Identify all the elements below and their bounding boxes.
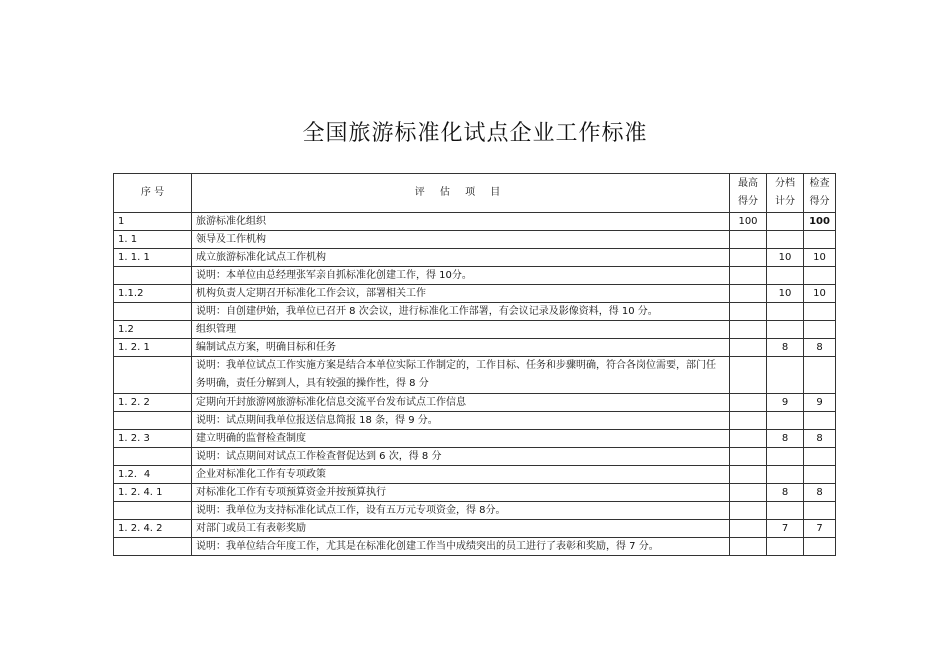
row-item: 组织管理 [192,321,730,339]
row-max-score [730,249,767,267]
row-max-score [730,484,767,502]
row-max-score [730,267,767,285]
table-row [114,412,836,430]
row-check-score: 10 [804,285,836,303]
row-seq: 1. 2. 1 [114,339,192,357]
table-row [114,502,836,520]
row-check-score: 10 [804,249,836,267]
row-max-score [730,466,767,484]
row-tier-score [767,502,804,520]
table-row [114,520,836,538]
row-check-score: 100 [804,213,836,231]
row-check-score [804,448,836,466]
table-row [114,267,836,285]
row-seq: 1. 1. 1 [114,249,192,267]
row-check-score: 9 [804,394,836,412]
header-check-score: 检查得分 [804,174,836,213]
row-tier-score [767,213,804,231]
row-tier-score [767,357,804,394]
row-tier-score [767,267,804,285]
row-seq: 1 [114,213,192,231]
table-row [114,213,836,231]
row-check-score [804,321,836,339]
row-item: 说明：自创建伊始，我单位已召开 8 次会议，进行标准化工作部署，有会议记录及影像资料，得 10 分。 [192,303,730,321]
table-row [114,303,836,321]
row-max-score [730,357,767,394]
table-row [114,357,836,394]
row-check-score [804,267,836,285]
row-check-score: 8 [804,430,836,448]
row-max-score [730,502,767,520]
header-item: 评 估 项 目 [192,174,730,213]
row-tier-score [767,303,804,321]
row-check-score [804,412,836,430]
row-seq [114,448,192,466]
row-tier-score: 8 [767,484,804,502]
row-tier-score [767,412,804,430]
row-max-score [730,448,767,466]
table-row [114,430,836,448]
row-seq: 1. 2. 4. 1 [114,484,192,502]
row-check-score: 7 [804,520,836,538]
row-item: 说明：我单位试点工作实施方案是结合本单位实际工作制定的，工作目标、任务和步骤明确，符合各岗位需要，部门任务明确，责任分解到人，具有较强的操作性，得 8 分 [192,357,730,394]
header-max-score: 最高得分 [730,174,767,213]
row-tier-score: 8 [767,430,804,448]
row-seq [114,502,192,520]
row-item: 对标准化工作有专项预算资金并按预算执行 [192,484,730,502]
document-title: 全国旅游标准化试点企业工作标准 [302,121,648,146]
row-tier-score [767,448,804,466]
row-tier-score: 10 [767,285,804,303]
table-row [114,448,836,466]
row-max-score [730,231,767,249]
row-item: 旅游标准化组织 [192,213,730,231]
row-max-score [730,430,767,448]
row-seq: 1. 2. 2 [114,394,192,412]
evaluation-table [113,173,836,556]
row-seq [114,538,192,556]
row-tier-score: 7 [767,520,804,538]
row-item: 说明：我单位为支持标准化试点工作，设有五万元专项资金，得 8分。 [192,502,730,520]
row-seq [114,267,192,285]
row-tier-score [767,231,804,249]
row-seq: 1. 2. 3 [114,430,192,448]
row-max-score [730,303,767,321]
row-check-score [804,466,836,484]
table-row [114,466,836,484]
row-check-score [804,538,836,556]
row-tier-score [767,321,804,339]
header-seq: 序 号 [114,174,192,213]
row-seq: 1.2 [114,321,192,339]
table-row [114,231,836,249]
row-item: 定期向开封旅游网旅游标准化信息交流平台发布试点工作信息 [192,394,730,412]
table-row [114,339,836,357]
row-tier-score [767,538,804,556]
row-seq [114,303,192,321]
table-row [114,249,836,267]
row-tier-score: 10 [767,249,804,267]
row-seq: 1. 2. 4. 2 [114,520,192,538]
row-seq: 1.1.2 [114,285,192,303]
row-seq [114,412,192,430]
row-max-score [730,285,767,303]
row-check-score [804,502,836,520]
row-item: 说明：试点期间对试点工作检查督促达到 6 次，得 8 分 [192,448,730,466]
table-header-row [114,174,836,213]
table-row [114,321,836,339]
row-check-score [804,357,836,394]
row-item: 建立明确的监督检查制度 [192,430,730,448]
row-seq [114,357,192,394]
row-item: 编制试点方案，明确目标和任务 [192,339,730,357]
row-check-score: 8 [804,339,836,357]
row-max-score [730,412,767,430]
table-row [114,394,836,412]
row-tier-score: 9 [767,394,804,412]
row-seq: 1.2．4 [114,466,192,484]
row-item: 领导及工作机构 [192,231,730,249]
row-item: 说明：试点期间我单位报送信息简报 18 条，得 9 分。 [192,412,730,430]
row-max-score [730,520,767,538]
row-item: 说明：本单位由总经理张军亲自抓标准化创建工作，得 10分。 [192,267,730,285]
row-item: 成立旅游标准化试点工作机构 [192,249,730,267]
row-check-score [804,303,836,321]
table-row [114,538,836,556]
row-item: 说明：我单位结合年度工作，尤其是在标准化创建工作当中成绩突出的员工进行了表彰和奖励，得 7 分。 [192,538,730,556]
row-seq: 1. 1 [114,231,192,249]
table-row [114,285,836,303]
row-tier-score [767,466,804,484]
header-tier-score: 分档计分 [767,174,804,213]
row-item: 对部门或员工有表彰奖励 [192,520,730,538]
row-tier-score: 8 [767,339,804,357]
row-max-score [730,339,767,357]
table-row [114,484,836,502]
row-check-score [804,231,836,249]
row-max-score [730,321,767,339]
row-check-score: 8 [804,484,836,502]
row-item: 机构负责人定期召开标准化工作会议，部署相关工作 [192,285,730,303]
row-item: 企业对标准化工作有专项政策 [192,466,730,484]
row-max-score [730,394,767,412]
row-max-score: 100 [730,213,767,231]
row-max-score [730,538,767,556]
